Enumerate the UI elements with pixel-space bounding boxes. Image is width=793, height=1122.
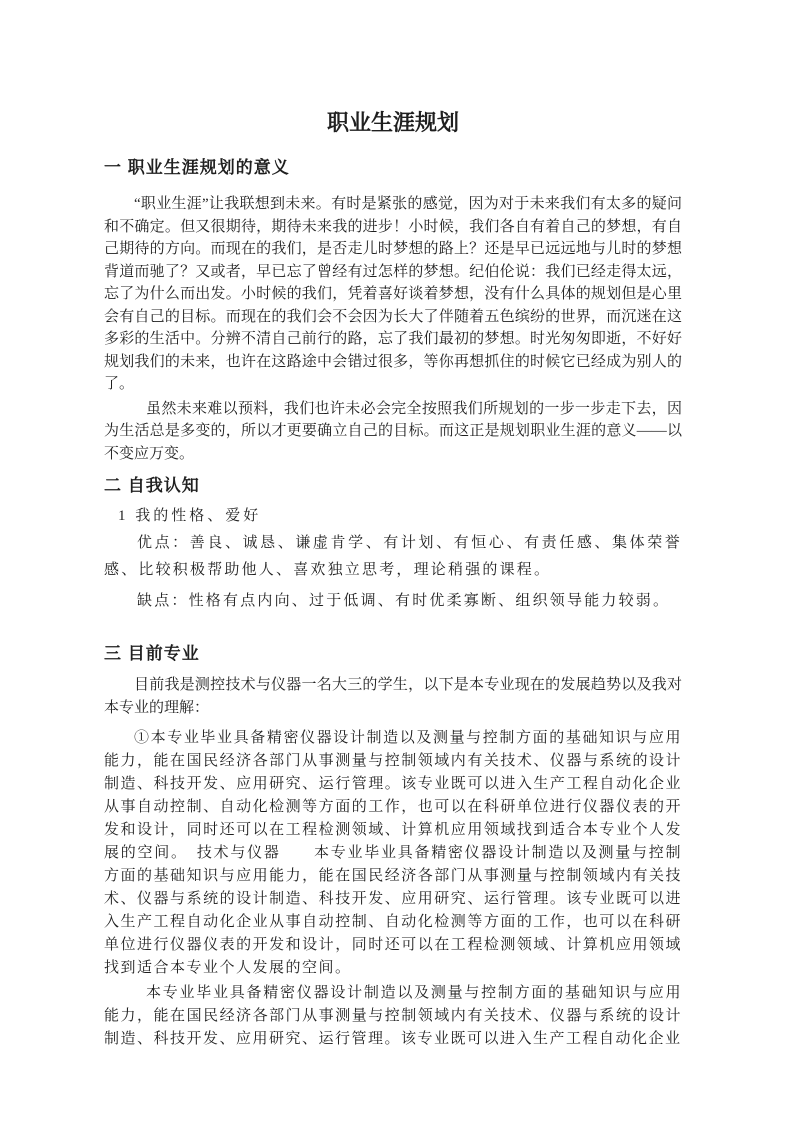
section-heading-current-major: 三 目前专业 [104,644,200,663]
paragraph-major-description-2: 本专业毕业具备精密仪器设计制造以及测量与控制方面的基础知识与应用能力，能在国民经济各部门从事测量与控制领域内有关技术、仪器与系统的设计制造、科技开发、应用研究、运行管理。该专业既可以进入生产工程自动化企业 [104,985,682,1047]
paragraph-career-intro: “职业生涯”让我联想到未来。有时是紧张的感觉，因为对于未来我们有太多的疑问和不确定。但又很期待，期待未来我的进步！小时候，我们各自有着自己的梦想，有自己期待的方向。而现在的我们，是否走儿时梦想的路上？还是早已远远地与儿时的梦想背道而驰了？又或者，早已忘了曾经有过怎样的梦想。纪伯伦说：我们已经走得太远，忘了为什么而出发。小时候的我们，凭着喜好谈着梦想，没有什么具体的规划但是心里会有自己的目标。而现在的我们会不会因为长大了伴随着五色缤纷的世界，而沉迷在这多彩的生活中。分辨不清自己前行的路，忘了我们最初的梦想。时光匆匆即逝，不好好规划我们的未来，也许在这路途中会错过很多，等你再想抓住的时候它已经成为别人的了。 [104,196,682,392]
section-heading-meaning: 一 职业生涯规划的意义 [104,158,290,177]
document-title: 职业生涯规划 [326,110,459,135]
paragraph-major-intro: 目前我是测控技术与仪器一名大三的学生，以下是本专业现在的发展趋势以及我对本专业的理解： [104,677,682,716]
paragraph-weaknesses: 缺点：性格有点内向、过于低调、有时优柔寡断、组织领导能力较弱。 [137,593,671,609]
paragraph-major-description-1: ①本专业毕业具备精密仪器设计制造以及测量与控制方面的基础知识与应用能力，能在国民经济各部门从事测量与控制领域内有关技术、仪器与系统的设计制造、科技开发、应用研究、运行管理。该专业既可以进入生产工程自动化企业从事自动控制、自动化检测等方面的工作，也可以在科研单位进行仪器仪表的开发和设计，同时还可以在工程检测领域、计算机应用领域找到适合本专业个人发展的空间。 技术与仪器 本专业毕业具备精密仪器设计制造以及测量与控制方面的基础知识与应用能力，能在国民经济各部门从事测量与控制领域内有关技术、仪器与系统的设计制造、科技开发、应用研究、运行管理。该专业既可以进入生产工程自动化企业从事自动控制、自动化检测等方面的工作，也可以在科研单位进行仪器仪表的开发和设计，同时还可以在工程检测领域、计算机应用领域找到适合本专业个人发展的空间。 [104,730,682,976]
subsection-heading-personality: 1 我的性格、爱好 [118,508,262,524]
paragraph-career-meaning: 虽然未来难以预料，我们也许未必会完全按照我们所规划的一步一步走下去，因为生活总是多变的，所以才更要确立自己的目标。而这正是规划职业生涯的意义——以不变应万变。 [104,400,682,462]
section-heading-self-awareness: 二 自我认知 [104,476,200,495]
paragraph-strengths: 优点：善良、诚恳、谦虚肯学、有计划、有恒心、有责任感、集体荣誉感、比较积极帮助他人、喜欢独立思考，理论稍强的课程。 [104,535,682,578]
